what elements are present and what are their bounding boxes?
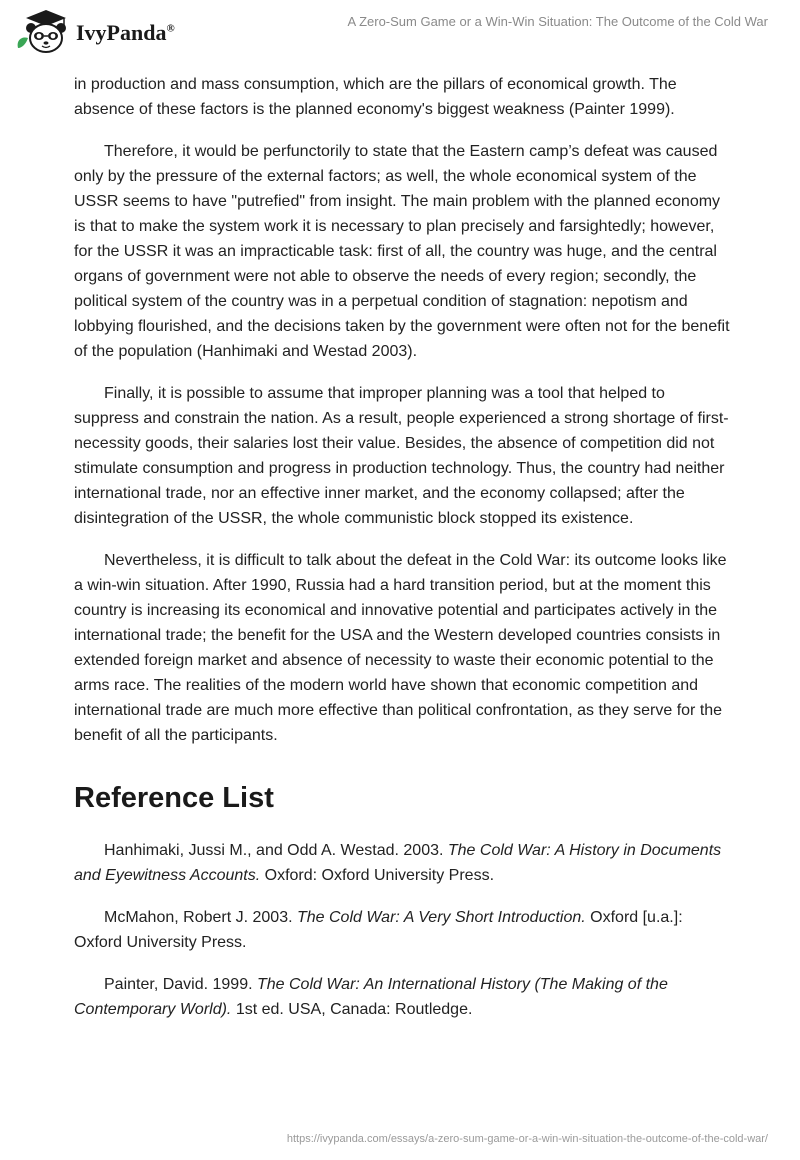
brand-name: IvyPanda® — [76, 20, 175, 45]
body-paragraph: Nevertheless, it is difficult to talk about the defeat in the Cold War: its outcome looks like a win-win situation. After 1990, Russia had a hard transition period, but at the moment this country is increasing its economical and innovative potential and participates actively in the international trade; the benefit for the USA and the Western developed countries consists in extended foreign market and absence of necessity to waste their economic potential to the arms race. The realities of the modern world have shown that economic competition and international trade are much more effective than political confrontation, as they serve for the benefit of all the participants. — [74, 552, 727, 744]
reference-item: McMahon, Robert J. 2003. The Cold War: A Very Short Introduction. Oxford [u.a.]: Oxford University Press. — [74, 909, 683, 951]
body-paragraph: in production and mass consumption, which are the pillars of economical growth. The absence of these factors is the planned economy's biggest weakness (Painter 1999). — [74, 76, 677, 118]
reference-list-heading: Reference List — [74, 782, 274, 814]
panda-graduate-icon — [14, 8, 70, 56]
ivypanda-logo[interactable] — [14, 8, 175, 56]
body-paragraph: Finally, it is possible to assume that improper planning was a tool that helped to suppress and constrain the nation. As a result, people experienced a strong shortage of first-necessity goods, their salaries lost their value. Besides, the absence of competition did not stimulate consumption and progress in production technology. Thus, the country had neither international trade, nor an effective inner market, and the economy collapsed; after the disintegration of the USSR, the whole communistic block stopped its existence. — [74, 385, 729, 527]
body-paragraph: Therefore, it would be perfunctorily to state that the Eastern camp’s defeat was caused only by the pressure of the external factors; as well, the whole economical system of the USSR seems to have "putrefied" from insight. The main problem with the planned economy is that to make the system work it is necessary to plan precisely and farsightedly; however, for the USSR it was an impracticable task: first of all, the country was huge, and the central organs of government were not able to observe the needs of every region; secondly, the political system of the country was in a perpetual condition of stagnation: nepotism and lobbying flourished, and the decisions taken by the government were often not for the benefit of the population (Hanhimaki and Westad 2003). — [74, 143, 730, 360]
page-header — [0, 0, 800, 60]
reference-item: Painter, David. 1999. The Cold War: An International History (The Making of the Contemporary World). 1st ed. USA, Canada: Routledge. — [74, 976, 668, 1018]
reference-item: Hanhimaki, Jussi M., and Odd A. Westad. 2003. The Cold War: A History in Documents and Eyewitness Accounts. Oxford: Oxford University Press. — [74, 842, 722, 884]
essay-content — [74, 72, 734, 1039]
document-title: A Zero-Sum Game or a Win-Win Situation: The Outcome of the Cold War — [347, 14, 768, 29]
source-url[interactable]: https://ivypanda.com/essays/a-zero-sum-game-or-a-win-win-situation-the-outcome-of-the-cold-war/ — [286, 1133, 768, 1145]
